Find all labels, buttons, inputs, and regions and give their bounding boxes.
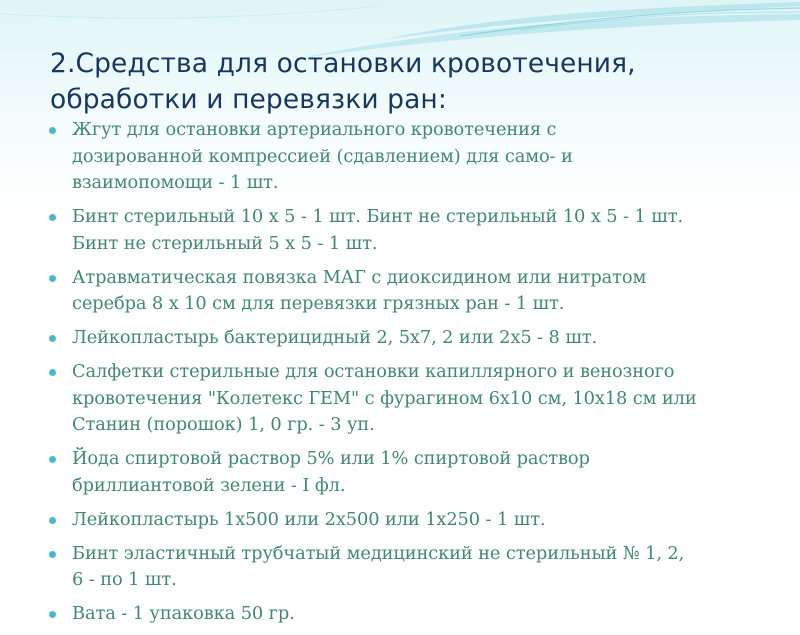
title-line: 2.Средства для остановки кровотечения, bbox=[50, 48, 636, 79]
bullet-item bbox=[46, 601, 766, 628]
bullet-item bbox=[46, 325, 766, 352]
bullet-dot-icon bbox=[49, 517, 56, 524]
slide-title bbox=[50, 46, 750, 118]
bullet-dot-icon bbox=[49, 369, 56, 376]
bullet-dot-icon bbox=[49, 456, 56, 463]
bullet-dot-icon bbox=[49, 214, 56, 221]
bullet-line: Атравматическая повязка МАГ с диоксидином или нитратом bbox=[72, 266, 647, 288]
bullet-line: Вата - 1 упаковка 50 гр. bbox=[72, 603, 295, 624]
bullet-line: дозированной компрессией (сдавлением) для само- и bbox=[72, 145, 573, 167]
bullet-item bbox=[46, 117, 766, 197]
bullet-line: Салфетки стерильные для остановки капиллярного и венозного bbox=[72, 361, 675, 382]
bullet-line: Лейкопластырь 1х500 или 2х500 или 1х250 - 1 шт. bbox=[72, 508, 546, 530]
bullet-item bbox=[46, 446, 766, 499]
bullet-item bbox=[46, 541, 766, 594]
bullet-line: Бинт эластичный трубчатый медицинский не стерильный № 1, 2, bbox=[72, 542, 685, 564]
bullet-dot-icon bbox=[49, 275, 56, 282]
bullet-line: кровотечения "Колетекс ГЕМ" с фурагином 6х10 см, 10х18 см или bbox=[72, 387, 697, 409]
bullet-line: серебра 8 х 10 см для перевязки грязных ран - 1 шт. bbox=[72, 293, 565, 314]
bullet-dot-icon bbox=[49, 551, 56, 558]
bullet-item bbox=[46, 507, 766, 534]
title-line: обработки и перевязки ран: bbox=[50, 84, 447, 115]
bullet-line: бриллиантовой зелени - I фл. bbox=[72, 474, 346, 496]
bullet-dot-icon bbox=[49, 611, 56, 618]
bullet-line: Бинт не стерильный 5 х 5 - 1 шт. bbox=[72, 232, 378, 254]
bullet-line: Бинт стерильный 10 х 5 - 1 шт. Бинт не стерильный 10 х 5 - 1 шт. bbox=[72, 206, 684, 227]
bullet-line: Жгут для остановки артериального кровотечения с bbox=[72, 119, 557, 140]
bullet-line: Станин (порошок) 1, 0 гр. - 3 уп. bbox=[72, 414, 375, 435]
bullet-item bbox=[46, 204, 766, 257]
bullet-item bbox=[46, 359, 766, 439]
bullet-line: взаимопомощи - 1 шт. bbox=[72, 172, 279, 193]
bullet-list bbox=[46, 117, 766, 635]
bullet-item bbox=[46, 265, 766, 318]
bullet-dot-icon bbox=[49, 127, 56, 134]
bullet-line: Лейкопластырь бактерицидный 2, 5х7, 2 или 2х5 - 8 шт. bbox=[72, 327, 598, 348]
bullet-line: Йода спиртовой раствор 5% или 1% спиртовой раствор bbox=[72, 448, 590, 469]
bullet-line: 6 - по 1 шт. bbox=[72, 569, 177, 590]
bullet-dot-icon bbox=[49, 335, 56, 342]
